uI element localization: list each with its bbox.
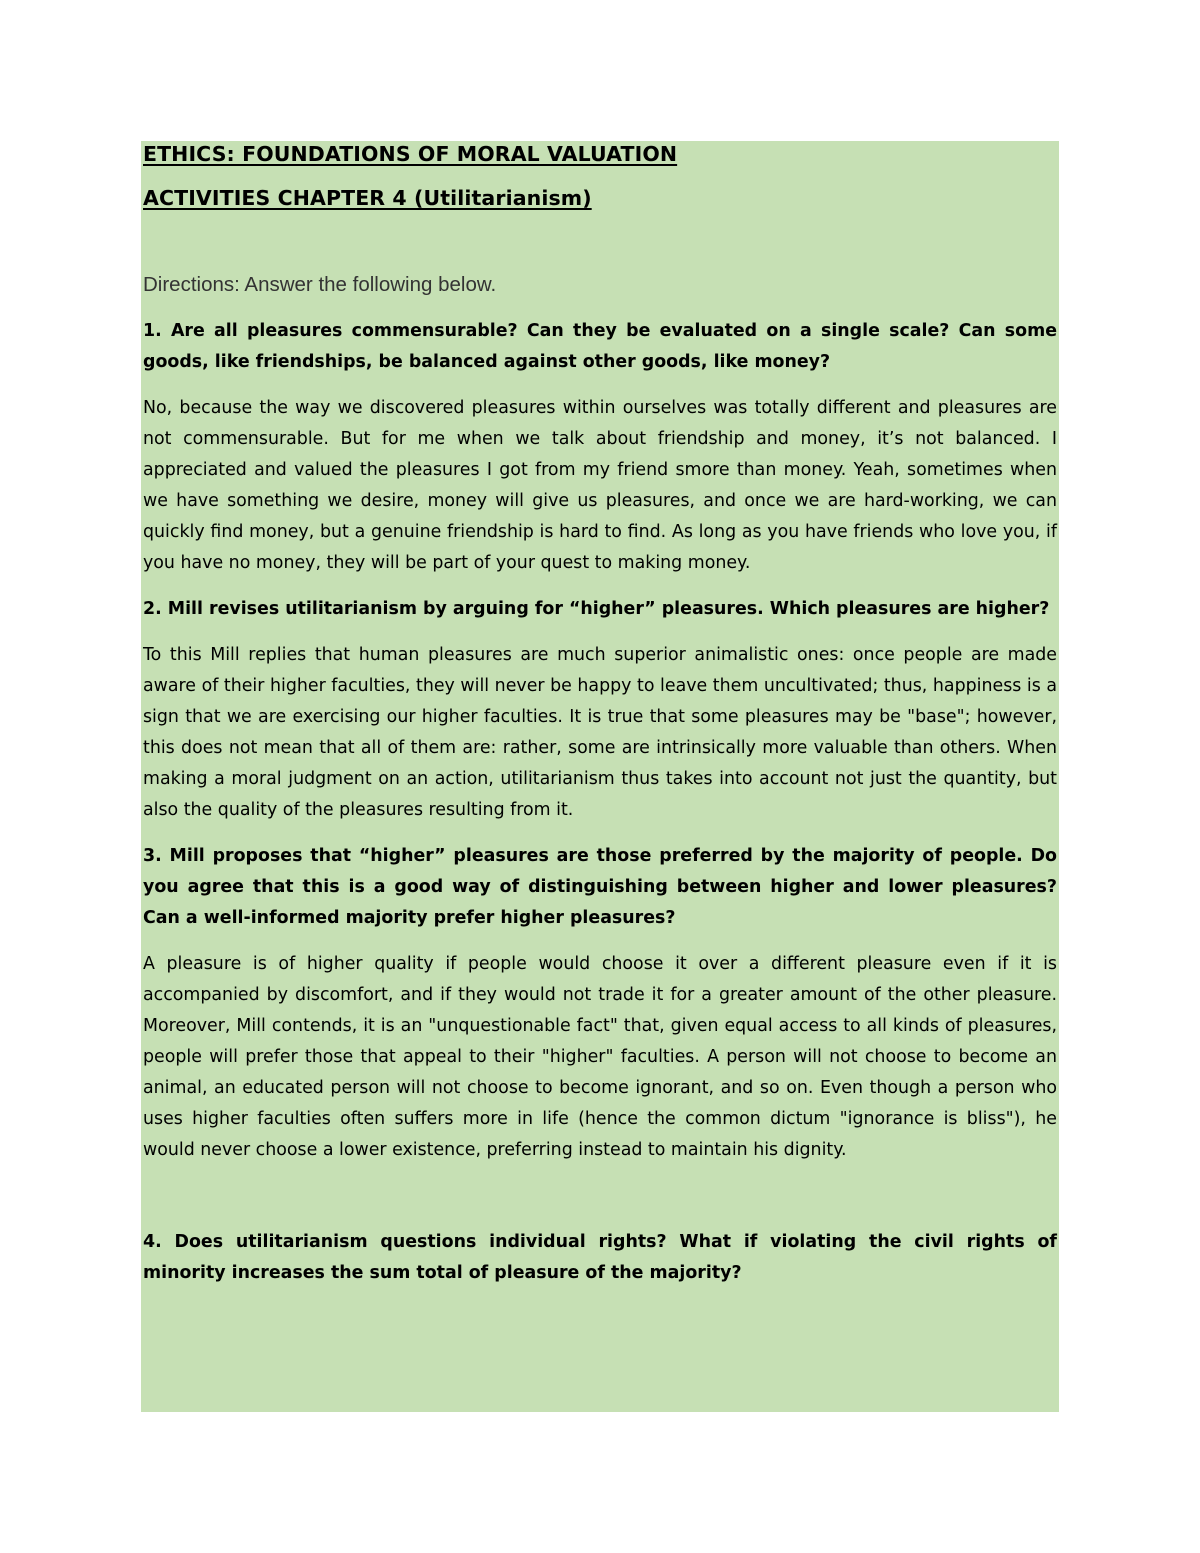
question-answer-list — [143, 316, 1057, 1304]
document-highlight-block — [141, 141, 1059, 1412]
question-3: 3. Mill proposes that “higher” pleasures are those preferred by the majority of people. Do you agree that this is a good way of distinguishing between higher and lower pleasures? Can a well-informed majority prefer higher pleasures? — [143, 846, 1057, 928]
answer-1: No, because the way we discovered pleasures within ourselves was totally different and pleasures are not commensurable. But for me when we talk about friendship and money, it’s not balanced. I appreciated and valued the pleasures I got from my friend smore than money. Yeah, sometimes when we have something we desire, money will give us pleasures, and once we are hard-working, we can quickly find money, but a genuine friendship is hard to find. As long as you have friends who love you, if you have no money, they will be part of your quest to making money. — [143, 398, 1057, 573]
question-1: 1. Are all pleasures commensurable? Can they be evaluated on a single scale? Can some goods, like friendships, be balanced against other goods, like money? — [143, 321, 1057, 372]
document-subtitle: ACTIVITIES CHAPTER 4 (Utilitarianism) — [143, 186, 592, 210]
answer-3: A pleasure is of higher quality if people would choose it over a different pleasure even if it is accompanied by discomfort, and if they would not trade it for a greater amount of the other pleasure. Moreover, Mill contends, it is an "unquestionable fact" that, given equal access to all kinds of pleasures, people will prefer those that appeal to their "higher" faculties. A person will not choose to become an animal, an educated person will not choose to become ignorant, and so on. Even though a person who uses higher faculties often suffers more in life (hence the common dictum "ignorance is bliss"), he would never choose a lower existence, preferring instead to maintain his dignity. — [143, 954, 1057, 1160]
directions-text: Directions: Answer the following below. — [143, 273, 497, 296]
question-2: 2. Mill revises utilitarianism by arguing for “higher” pleasures. Which pleasures are higher? — [143, 599, 1050, 619]
answer-2: To this Mill replies that human pleasures are much superior animalistic ones: once people are made aware of their higher faculties, they will never be happy to leave them uncultivated; thus, happiness is a sign that we are exercising our higher faculties. It is true that some pleasures may be "base"; however, this does not mean that all of them are: rather, some are intrinsically more valuable than others. When making a moral judgment on an action, utilitarianism thus takes into account not just the quantity, but also the quality of the pleasures resulting from it. — [143, 645, 1057, 820]
question-4: 4. Does utilitarianism questions individual rights? What if violating the civil rights of minority increases the sum total of pleasure of the majority? — [143, 1232, 1057, 1283]
blank-space — [143, 1181, 1057, 1227]
document-title: ETHICS: FOUNDATIONS OF MORAL VALUATION — [143, 142, 678, 166]
